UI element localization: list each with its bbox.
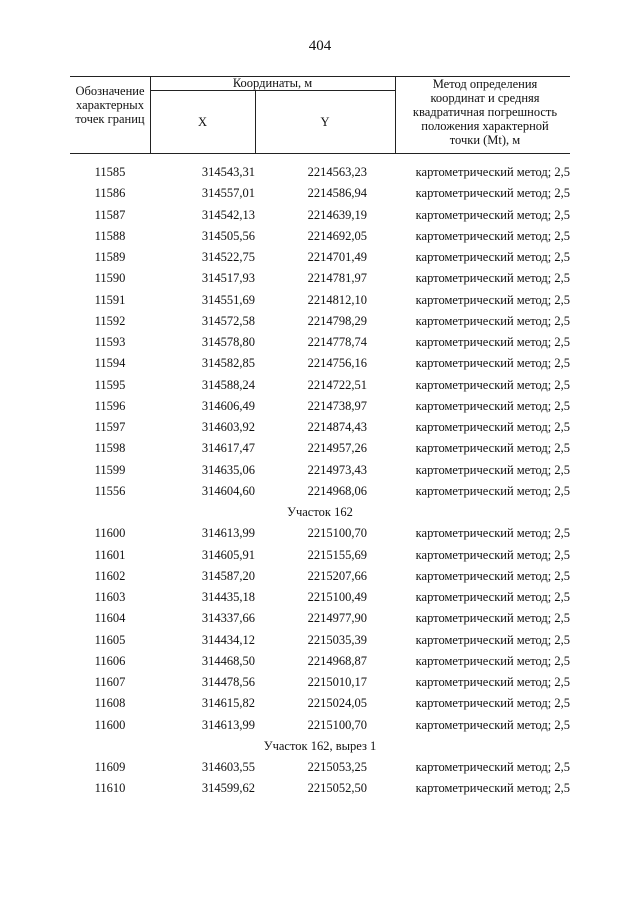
table-row [70,311,570,332]
method-cell: картометрический метод; 2,5 [415,228,570,243]
x-coordinate-cell: 314572,58 [201,313,255,328]
point-id-cell: 11591 [94,292,126,307]
method-cell: картометрический метод; 2,5 [415,271,570,286]
header-coords-label: Координаты, м [232,76,313,90]
x-coordinate-cell: 314587,20 [201,568,255,583]
method-cell: картометрический метод; 2,5 [415,335,570,349]
table-row [70,523,570,544]
point-id-cell: 11597 [94,420,126,434]
table-row [70,460,570,481]
method-cell: картометрический метод; 2,5 [415,590,570,604]
point-id-cell: 11588 [94,228,126,243]
table-row [70,545,570,566]
y-coordinate-cell: 2214756,16 [307,356,367,371]
method-cell: картометрический метод; 2,5 [415,441,570,456]
table-row [70,353,570,374]
point-id-cell: 11610 [94,781,126,796]
point-id-cell: 11600 [94,526,126,541]
y-coordinate-cell: 2214639,19 [307,207,367,222]
method-cell: картометрический метод; 2,5 [415,186,570,201]
point-id-cell: 11607 [94,675,126,689]
table-row [70,226,570,247]
point-id-cell: 11606 [94,653,126,668]
point-id-cell: 11605 [94,632,126,647]
x-coordinate-cell: 314478,56 [201,675,255,689]
method-cell: картометрический метод; 2,5 [415,462,570,477]
point-id-cell: 11604 [94,611,126,626]
method-cell: картометрический метод; 2,5 [415,653,570,668]
method-cell: картометрический метод; 2,5 [415,356,570,371]
x-coordinate-cell: 314582,85 [201,356,255,371]
y-coordinate-cell: 2215207,66 [307,568,367,583]
method-cell: картометрический метод; 2,5 [415,292,570,307]
header-method-label: Метод определения координат и средняя квадратичная погрешность положения характерной точки (Mt), м [412,77,558,147]
method-cell: картометрический метод; 2,5 [415,760,570,774]
section-title: Участок 162 [287,505,353,519]
method-cell: картометрический метод; 2,5 [415,207,570,222]
table-row [70,205,570,226]
point-id-cell: 11590 [94,271,126,286]
table-row [70,672,570,693]
method-cell: картометрический метод; 2,5 [415,377,570,392]
table-row [70,651,570,672]
y-coordinate-cell: 2214701,49 [307,250,367,264]
point-id-cell: 11586 [94,186,126,201]
x-coordinate-cell: 314578,80 [201,335,255,349]
method-cell: картометрический метод; 2,5 [415,611,570,626]
x-coordinate-cell: 314542,13 [201,207,255,222]
y-coordinate-cell: 2214968,06 [307,483,367,498]
point-id-cell: 11593 [94,335,126,349]
point-id-cell: 11601 [94,547,126,562]
y-coordinate-cell: 2214738,97 [307,398,367,413]
y-coordinate-cell: 2215035,39 [307,632,367,647]
point-id-cell: 11592 [94,313,126,328]
table-row [70,417,570,438]
method-cell: картометрический метод; 2,5 [415,781,570,796]
y-coordinate-cell: 2214692,05 [307,228,367,243]
table-row [70,693,570,714]
x-coordinate-cell: 314543,31 [201,165,255,179]
header-point-label: Обозначение характерных точек границ [75,84,145,126]
y-coordinate-cell: 2214778,74 [307,335,367,349]
method-cell: картометрический метод; 2,5 [415,313,570,328]
table-body [70,162,570,800]
method-cell: картометрический метод; 2,5 [415,717,570,732]
y-coordinate-cell: 2214798,29 [307,313,367,328]
header-y-label: Y [320,115,330,129]
x-coordinate-cell: 314337,66 [201,611,255,626]
method-cell: картометрический метод; 2,5 [415,250,570,264]
table-header [70,76,570,153]
x-coordinate-cell: 314588,24 [201,377,255,392]
y-coordinate-cell: 2214563,23 [307,165,367,179]
y-coordinate-cell: 2215010,17 [307,675,367,689]
point-id-cell: 11599 [94,462,126,477]
x-coordinate-cell: 314505,56 [201,228,255,243]
y-coordinate-cell: 2215100,70 [307,717,367,732]
x-coordinate-cell: 314599,62 [201,781,255,796]
x-coordinate-cell: 314606,49 [201,398,255,413]
point-id-cell: 11587 [94,207,126,222]
header-x-label: X [197,115,208,129]
y-coordinate-cell: 2214968,87 [307,653,367,668]
point-id-cell: 11595 [94,377,126,392]
x-coordinate-cell: 314603,55 [201,760,255,774]
x-coordinate-cell: 314522,75 [201,250,255,264]
method-cell: картометрический метод; 2,5 [415,165,570,179]
x-coordinate-cell: 314557,01 [201,186,255,201]
point-id-cell: 11602 [94,568,126,583]
method-cell: картометрический метод; 2,5 [415,632,570,647]
table-row [70,162,570,183]
table-row [70,183,570,204]
y-coordinate-cell: 2215155,69 [307,547,367,562]
x-coordinate-cell: 314615,82 [201,696,255,711]
x-coordinate-cell: 314435,18 [201,590,255,604]
method-cell: картометрический метод; 2,5 [415,568,570,583]
y-coordinate-cell: 2214722,51 [307,377,367,392]
x-coordinate-cell: 314617,47 [201,441,255,456]
y-coordinate-cell: 2215052,50 [307,781,367,796]
x-coordinate-cell: 314434,12 [201,632,255,647]
y-coordinate-cell: 2214586,94 [307,186,367,201]
y-coordinate-cell: 2214874,43 [307,420,367,434]
method-cell: картометрический метод; 2,5 [415,547,570,562]
x-coordinate-cell: 314604,60 [201,483,255,498]
page-number: 404 [308,38,332,54]
x-coordinate-cell: 314603,92 [201,420,255,434]
table-row [70,290,570,311]
table-row [70,608,570,629]
x-coordinate-cell: 314635,06 [201,462,255,477]
x-coordinate-cell: 314613,99 [201,717,255,732]
method-cell: картометрический метод; 2,5 [415,420,570,434]
table-row [70,566,570,587]
table-row [70,587,570,608]
point-id-cell: 11600 [94,717,126,732]
y-coordinate-cell: 2214973,43 [307,462,367,477]
y-coordinate-cell: 2215100,70 [307,526,367,541]
point-id-cell: 11585 [94,165,126,179]
table-row [70,247,570,268]
y-coordinate-cell: 2214977,90 [307,611,367,626]
x-coordinate-cell: 314468,50 [201,653,255,668]
y-coordinate-cell: 2215100,49 [307,590,367,604]
point-id-cell: 11556 [94,483,126,498]
y-coordinate-cell: 2214957,26 [307,441,367,456]
point-id-cell: 11603 [94,590,126,604]
y-coordinate-cell: 2215024,05 [307,696,367,711]
point-id-cell: 11589 [94,250,126,264]
y-coordinate-cell: 2214781,97 [307,271,367,286]
header-bottom-rule [70,153,570,154]
point-id-cell: 11596 [94,398,126,413]
y-coordinate-cell: 2215053,25 [307,760,367,774]
table-row [70,630,570,651]
coords-subheader-rule [150,90,395,91]
table-row [70,332,570,353]
point-id-cell: 11594 [94,356,126,371]
table-row [70,715,570,736]
method-cell: картометрический метод; 2,5 [415,696,570,711]
x-coordinate-cell: 314551,69 [201,292,255,307]
table-row [70,268,570,289]
table-row [70,481,570,502]
point-id-cell: 11609 [94,760,126,774]
table-row [70,396,570,417]
table-row [70,438,570,459]
method-cell: картометрический метод; 2,5 [415,483,570,498]
table-row [70,757,570,778]
point-id-cell: 11608 [94,696,126,711]
x-coordinate-cell: 314517,93 [201,271,255,286]
method-cell: картометрический метод; 2,5 [415,675,570,689]
section-title: Участок 162, вырез 1 [263,738,377,753]
x-coordinate-cell: 314605,91 [201,547,255,562]
header-divider-3 [395,76,396,153]
table-row [70,375,570,396]
method-cell: картометрический метод; 2,5 [415,526,570,541]
x-coordinate-cell: 314613,99 [201,526,255,541]
point-id-cell: 11598 [94,441,126,456]
method-cell: картометрический метод; 2,5 [415,398,570,413]
table-row [70,778,570,799]
y-coordinate-cell: 2214812,10 [307,292,367,307]
